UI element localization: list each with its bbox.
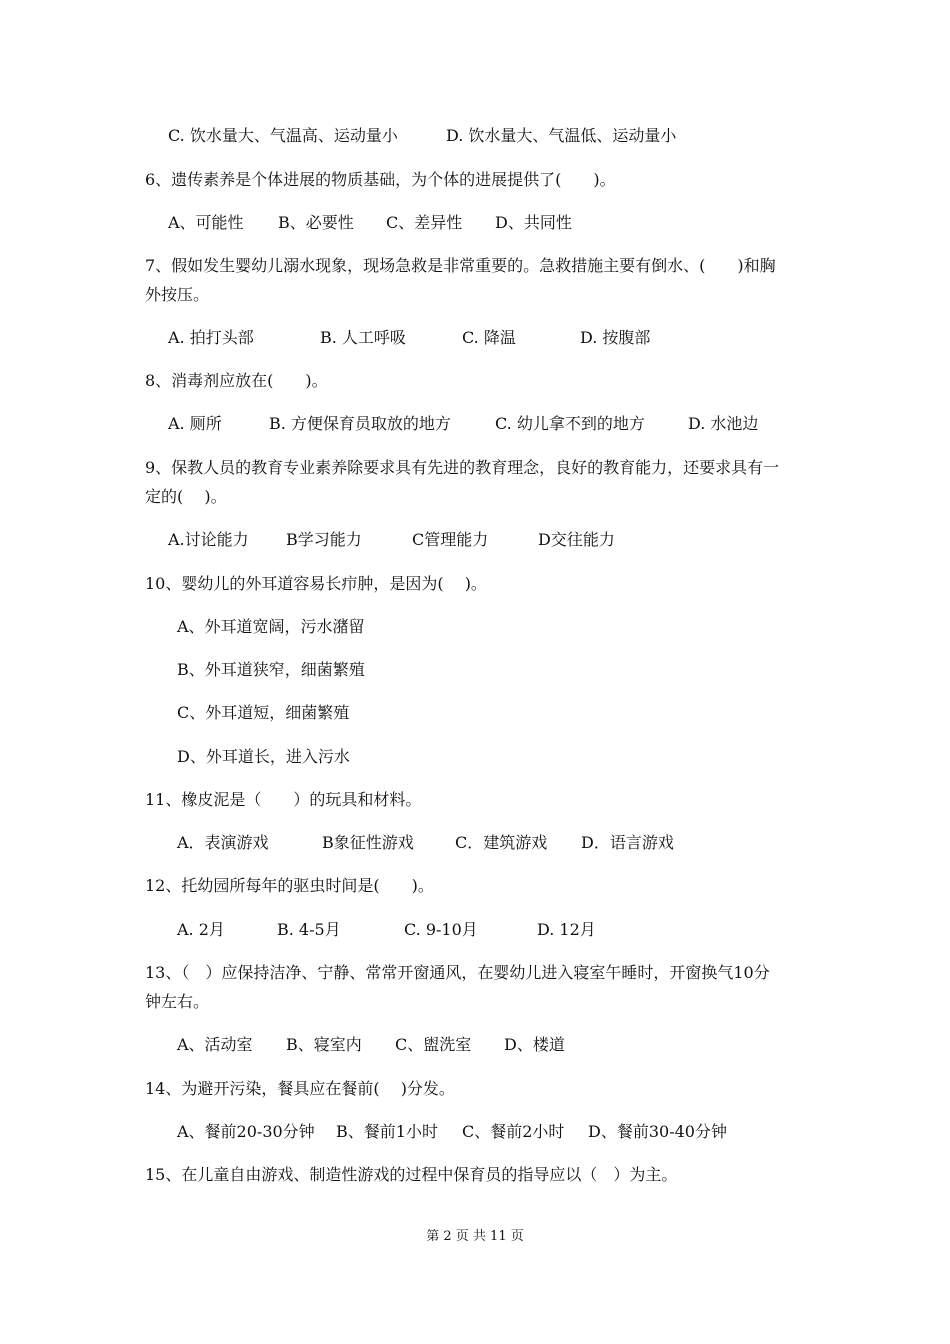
q10-stem: 10、婴幼儿的外耳道容易长疖肿，是因为( )。 xyxy=(145,574,487,593)
q15-stem: 15、在儿童自由游戏、制造性游戏的过程中保育员的指导应以（ ）为主。 xyxy=(145,1165,678,1184)
q5-option-d: D. 饮水量大、气温低、运动量小 xyxy=(446,126,677,145)
q8-option-b: B. 方便保育员取放的地方 xyxy=(269,414,451,433)
q8-stem: 8、消毒剂应放在( )。 xyxy=(145,371,328,390)
q9-stem-line1: 9、保教人员的教育专业素养除要求具有先进的教育理念，良好的教育能力，还要求具有一 xyxy=(145,458,780,477)
q7-option-a: A. 拍打头部 xyxy=(168,328,254,347)
q14-option-c: C、餐前2小时 xyxy=(462,1122,565,1141)
q6-option-a: A、可能性 xyxy=(168,213,244,232)
q6-option-c: C、差异性 xyxy=(386,213,463,232)
q7-stem-line2: 外按压。 xyxy=(145,285,210,304)
q13-stem-line1: 13、（ ）应保持洁净、宁静、常常开窗通风，在婴幼儿进入寝室午睡时，开窗换气10分 xyxy=(145,963,770,982)
q7-option-d: D. 按腹部 xyxy=(580,328,651,347)
q9-option-b: B学习能力 xyxy=(286,530,362,549)
q10-option-a: A、外耳道宽阔，污水潴留 xyxy=(177,617,365,636)
q7-option-b: B. 人工呼吸 xyxy=(320,328,406,347)
q11-option-d: D．语言游戏 xyxy=(581,833,674,852)
q12-stem: 12、托幼园所每年的驱虫时间是( )。 xyxy=(145,876,434,895)
q13-option-c: C、盥洗室 xyxy=(395,1035,472,1054)
q8-option-c: C. 幼儿拿不到的地方 xyxy=(495,414,645,433)
q10-option-c: C、外耳道短，细菌繁殖 xyxy=(177,703,350,722)
q10-option-d: D、外耳道长，进入污水 xyxy=(177,747,350,766)
q13-stem-line2: 钟左右。 xyxy=(145,992,210,1011)
q13-option-d: D、楼道 xyxy=(504,1035,565,1054)
q11-option-b: B象征性游戏 xyxy=(322,833,414,852)
q14-option-b: B、餐前1小时 xyxy=(336,1122,438,1141)
q12-option-c: C. 9-10月 xyxy=(404,920,478,939)
page-footer: 第 2 页 共 11 页 xyxy=(426,1229,524,1244)
q12-option-a: A. 2月 xyxy=(177,920,225,939)
q12-option-b: B. 4-5月 xyxy=(277,920,341,939)
q13-option-a: A、活动室 xyxy=(177,1035,253,1054)
q11-option-a: A．表演游戏 xyxy=(177,833,269,852)
q7-option-c: C. 降温 xyxy=(462,328,516,347)
q14-option-a: A、餐前20-30分钟 xyxy=(177,1122,315,1141)
q11-option-c: C．建筑游戏 xyxy=(455,833,548,852)
q6-option-b: B、必要性 xyxy=(278,213,354,232)
q8-option-a: A. 厕所 xyxy=(168,414,222,433)
q12-option-d: D. 12月 xyxy=(537,920,596,939)
q13-option-b: B、寝室内 xyxy=(286,1035,362,1054)
q6-option-d: D、共同性 xyxy=(495,213,572,232)
q9-option-d: D交往能力 xyxy=(538,530,615,549)
q9-option-c: C管理能力 xyxy=(412,530,489,549)
q10-option-b: B、外耳道狭窄，细菌繁殖 xyxy=(177,660,365,679)
q14-option-d: D、餐前30-40分钟 xyxy=(588,1122,727,1141)
q8-option-d: D. 水池边 xyxy=(688,414,759,433)
q7-stem-line1: 7、假如发生婴幼儿溺水现象，现场急救是非常重要的。急救措施主要有倒水、( )和胸 xyxy=(145,256,776,275)
q14-stem: 14、为避开污染，餐具应在餐前( )分发。 xyxy=(145,1079,455,1098)
q9-stem-line2: 定的( )。 xyxy=(145,487,227,506)
q5-option-c: C. 饮水量大、气温高、运动量小 xyxy=(168,126,398,145)
q9-option-a: A.讨论能力 xyxy=(168,530,249,549)
q6-stem: 6、遗传素养是个体进展的物质基础，为个体的进展提供了( )。 xyxy=(145,170,616,189)
q11-stem: 11、橡皮泥是（ ）的玩具和材料。 xyxy=(145,790,422,809)
